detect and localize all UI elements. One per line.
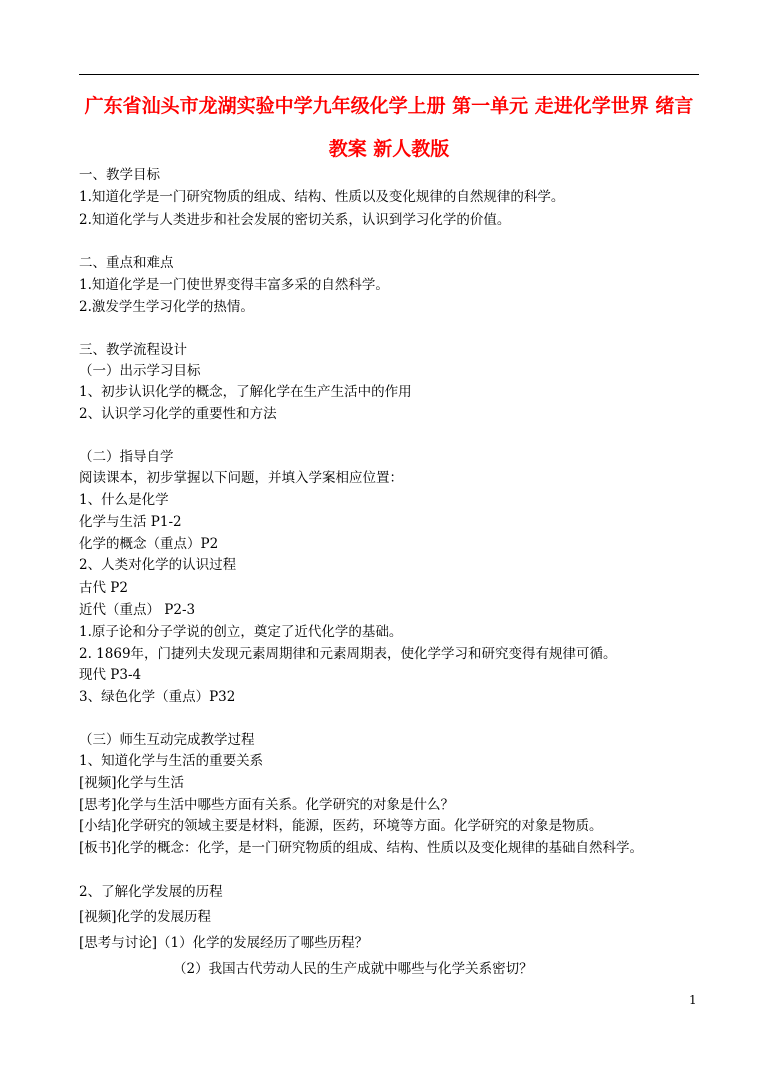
- text-line: 1.知道化学是一门使世界变得丰富多采的自然科学。: [79, 277, 389, 293]
- text-line: 阅读课本，初步掌握以下问题，并填入学案相应位置：: [79, 470, 403, 486]
- document-title-line-1: 广东省汕头市龙湖实验中学九年级化学上册 第一单元 走进化学世界 绪言: [84, 95, 694, 117]
- header-rule: [79, 74, 699, 75]
- text-line: 2. 1869年，门捷列夫发现元素周期律和元素周期表，使化学学习和研究变得有规律可循。: [79, 646, 617, 662]
- text-line: [思考与讨论]（1）化学的发展经历了哪些历程？: [79, 935, 369, 951]
- text-line: 1.知道化学是一门研究物质的组成、结构、性质以及变化规律的自然规律的科学。: [79, 189, 565, 205]
- text-line: [视频]化学与生活: [79, 775, 185, 791]
- text-line: 1、初步认识化学的概念，了解化学在生产生活中的作用: [79, 384, 412, 400]
- section-heading-objectives: 一、教学目标: [79, 167, 160, 183]
- document-title-line-2: 教案 新人教版: [328, 138, 450, 160]
- text-line: 2、认识学习化学的重要性和方法: [79, 406, 277, 422]
- section-heading-key-points: 二、重点和难点: [79, 255, 174, 271]
- text-line: 1、什么是化学: [79, 492, 169, 508]
- page-number: 1: [689, 993, 697, 1007]
- subsection-heading: （三）师生互动完成教学过程: [79, 732, 255, 748]
- text-line: 化学与生活 P1-2: [79, 514, 182, 530]
- text-line: 化学的概念（重点）P2: [79, 536, 219, 552]
- text-line: 3、绿色化学（重点）P32: [79, 689, 236, 705]
- text-line: 现代 P3-4: [79, 667, 142, 683]
- text-line: 1、知道化学与生活的重要关系: [79, 753, 264, 769]
- text-line: 古代 P2: [79, 580, 128, 596]
- text-line: 2、人类对化学的认识过程: [79, 557, 237, 573]
- text-line: （2）我国古代劳动人民的生产成就中哪些与化学关系密切？: [173, 961, 533, 977]
- text-line: 近代（重点） P2-3: [79, 602, 196, 618]
- text-line: 1.原子论和分子学说的创立，奠定了近代化学的基础。: [79, 624, 403, 640]
- subsection-heading: （一）出示学习目标: [79, 363, 201, 379]
- text-line: 2、了解化学发展的历程: [79, 884, 223, 900]
- text-line: 2.知道化学与人类进步和社会发展的密切关系，认识到学习化学的价值。: [79, 212, 511, 228]
- text-line: [思考]化学与生活中哪些方面有关系。化学研究的对象是什么？: [79, 797, 455, 813]
- text-line: [板书]化学的概念：化学，是一门研究物质的组成、结构、性质以及变化规律的基础自然科学。: [79, 840, 644, 856]
- subsection-heading: （二）指导自学: [79, 449, 174, 465]
- text-line: [视频]化学的发展历程: [79, 909, 212, 925]
- text-line: [小结]化学研究的领域主要是材料，能源，医药，环境等方面。化学研究的对象是物质。: [79, 818, 603, 834]
- section-heading-process: 三、教学流程设计: [79, 342, 187, 358]
- text-line: 2.激发学生学习化学的热情。: [79, 299, 254, 315]
